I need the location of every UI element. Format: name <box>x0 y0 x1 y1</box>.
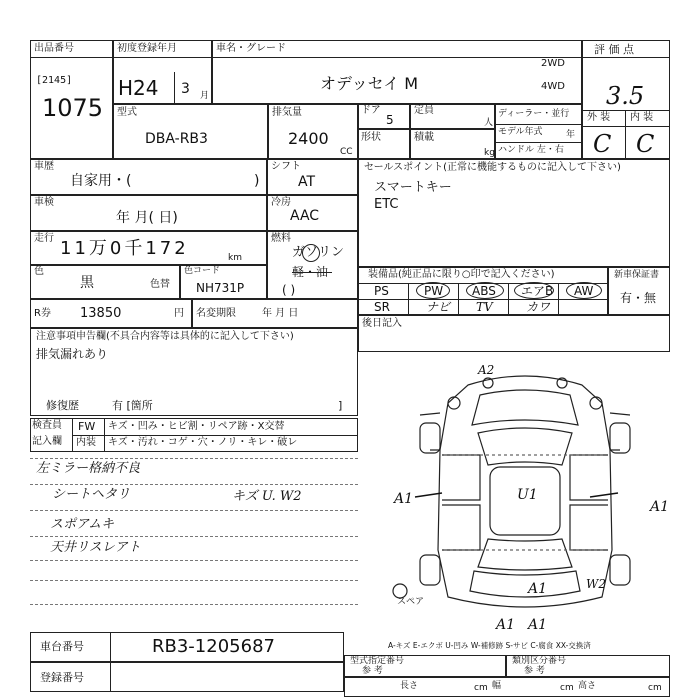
score-int-label: 内 装 <box>630 112 654 123</box>
chassis-value: RB3-1205687 <box>152 636 275 657</box>
displacement-value: 2400 <box>288 129 329 148</box>
score-label: 評 価 点 <box>594 43 634 56</box>
mileage-label: 走行 <box>34 233 54 244</box>
equip-airbag-circle <box>514 282 554 299</box>
height-unit: cm <box>648 683 662 693</box>
first-reg-label: 初度登録年月 <box>117 43 177 54</box>
fuel-alt: 軽・油 <box>292 265 329 279</box>
handwritten-note: シートヘタリ <box>52 487 131 502</box>
mileage-value: 11万0千172 <box>60 238 189 259</box>
equip-ps: PS <box>374 284 389 298</box>
damage-mark: W2 <box>586 577 606 591</box>
model-year-label: モデル年式 <box>498 127 543 137</box>
warranty-value: 有・無 <box>620 291 657 305</box>
fuel-label: 燃料 <box>271 233 291 244</box>
ac-value: AAC <box>290 208 320 224</box>
ac-label: 冷房 <box>271 197 291 208</box>
month-unit: 月 <box>200 91 210 101</box>
model-label: 型式 <box>117 107 137 118</box>
reg-month: 3 <box>181 81 190 97</box>
load-unit: kg <box>484 148 495 158</box>
sales-point-item: スマートキー <box>374 180 452 195</box>
inspector-interior: 内装 <box>76 437 96 448</box>
chassis-label: 車台番号 <box>40 640 84 653</box>
lot-prefix: [2145] <box>36 75 73 86</box>
handwritten-note: 天井リスレアト <box>50 540 141 555</box>
displacement-unit: CC <box>340 147 353 157</box>
recycle-label: R券 <box>34 308 51 319</box>
height-label: 高さ <box>578 681 597 691</box>
name-change-value: 年 月 日 <box>262 308 299 319</box>
damage-mark: A1 <box>528 617 548 633</box>
handwritten-note: 左ミラー格納不良 <box>36 461 141 476</box>
fuel-value: ガソリン <box>292 245 345 260</box>
handle-label: ハンドル 左・右 <box>498 145 564 155</box>
equip-aw: AW <box>574 284 594 298</box>
doors-value: 5 <box>386 113 394 127</box>
color-code-label: 色コード <box>184 266 221 276</box>
spec-no-label: 型式指定番号 <box>350 656 405 666</box>
inspector-row1-text: キズ・凹み・ヒビ割・リペア跡・X交替 <box>108 421 285 432</box>
damage-mark: A1 <box>394 491 414 507</box>
sales-points-box <box>358 159 670 267</box>
car-name-label: 車名・グレード <box>216 43 286 54</box>
equip-pw-circle <box>416 282 450 299</box>
color-code-value: NH731P <box>196 281 245 295</box>
history-box <box>30 159 267 195</box>
damage-mark: A1 <box>496 617 516 633</box>
inspection-label: 車検 <box>34 197 54 208</box>
load-label: 積載 <box>414 132 434 143</box>
name-change-label: 名変期限 <box>196 308 236 319</box>
era-year: H24 <box>118 76 159 100</box>
equip-aw-circle <box>566 282 602 299</box>
shape-label: 形状 <box>361 132 381 143</box>
after-label: 後日記入 <box>362 318 402 329</box>
damage-mark: A1 <box>528 581 548 597</box>
sales-point-item: ETC <box>374 197 399 212</box>
notes-label: 注意事項申告欄(不具合内容等は具体的に記入して下さい) <box>36 331 294 342</box>
lot-number: 1075 <box>42 94 104 122</box>
shift-value: AT <box>298 174 316 190</box>
mileage-unit: km <box>228 253 242 263</box>
inspector-fw: FW <box>78 420 96 433</box>
spec-no-sub: 参 考 <box>362 666 383 676</box>
repair-value: 有 [箇所 <box>112 399 153 412</box>
history-label: 車歴 <box>34 161 54 172</box>
class-no-sub: 参 考 <box>524 666 545 676</box>
color-value: 黒 <box>80 275 94 291</box>
capacity-label: 定員 <box>414 105 434 116</box>
shift-label: シフト <box>271 161 301 172</box>
drive-4wd: 4WD <box>541 81 565 92</box>
warranty-label: 新車保証書 <box>614 270 660 280</box>
equip-abs-circle <box>466 282 504 299</box>
inspector-label-2: 記入欄 <box>32 436 62 447</box>
equip-kawa: カワ <box>526 300 551 314</box>
color-label: 色 <box>34 266 44 277</box>
damage-mark: A1 <box>650 499 670 515</box>
repair-label: 修復歴 <box>46 399 79 412</box>
sales-points-label: セールスポイント(正常に機能するものに記入して下さい) <box>364 162 621 173</box>
damage-mark: A2 <box>478 363 495 377</box>
equip-abs: ABS <box>472 284 496 298</box>
equip-navi: ナビ <box>426 300 451 314</box>
score-value: 3.5 <box>606 82 645 110</box>
length-unit: cm <box>474 683 488 693</box>
capacity-unit: 人 <box>484 118 494 128</box>
damage-mark: U1 <box>517 487 538 503</box>
drive-2wd: 2WD <box>541 58 565 69</box>
class-no-label: 類別区分番号 <box>512 656 567 666</box>
dimensions-box <box>344 677 670 697</box>
model-year-unit: 年 <box>566 130 576 140</box>
equipment-label: 装備品(純正品に限り○印で記入ください) <box>368 269 555 280</box>
equip-pw: PW <box>424 284 444 298</box>
score-ext-label: 外 装 <box>587 112 611 123</box>
repair-close: ] <box>338 399 343 412</box>
reg-label: 登録番号 <box>40 671 84 684</box>
history-close: ) <box>254 173 260 189</box>
dealer-label: ディーラー・並行 <box>498 109 570 119</box>
inspector-label: 検査員 <box>32 420 62 431</box>
handwritten-note: スポアムキ <box>50 517 115 532</box>
notes-text: 排気漏れあり <box>36 347 109 361</box>
color-change-label: 色替 <box>150 279 170 290</box>
fuel-paren: ( ) <box>282 283 296 297</box>
history-value: 自家用・( <box>70 173 132 189</box>
width-unit: cm <box>560 683 574 693</box>
width-label: 幅 <box>492 681 502 691</box>
car-name: オデッセイ M <box>320 74 419 93</box>
lot-no-label: 出品番号 <box>34 43 74 54</box>
length-label: 長さ <box>400 681 419 691</box>
score-int: C <box>636 130 655 158</box>
doors-label: ドア <box>361 105 381 116</box>
inspector-row2-text: キズ・汚れ・コゲ・穴・ノリ・キレ・破レ <box>108 437 298 448</box>
inspection-value: 年 月( 日) <box>116 210 178 226</box>
equip-sr: SR <box>374 300 390 314</box>
handwritten-mid: キズ U. W2 <box>232 489 302 504</box>
legend: A-キズ E-エクボ U-凹み W-補修跡 S-サビ C-腐食 XX-交換済 <box>388 641 591 650</box>
model-value: DBA-RB3 <box>145 131 208 147</box>
displacement-label: 排気量 <box>272 107 302 118</box>
equip-tv: TV <box>476 300 493 314</box>
equip-airbag: エアB <box>521 284 554 298</box>
recycle-amount: 13850 <box>80 306 122 321</box>
after-box <box>358 315 670 352</box>
fuel-circle <box>302 244 320 262</box>
recycle-unit: 円 <box>174 308 184 319</box>
spare-label: スペア <box>397 597 425 607</box>
score-ext: C <box>593 130 612 158</box>
